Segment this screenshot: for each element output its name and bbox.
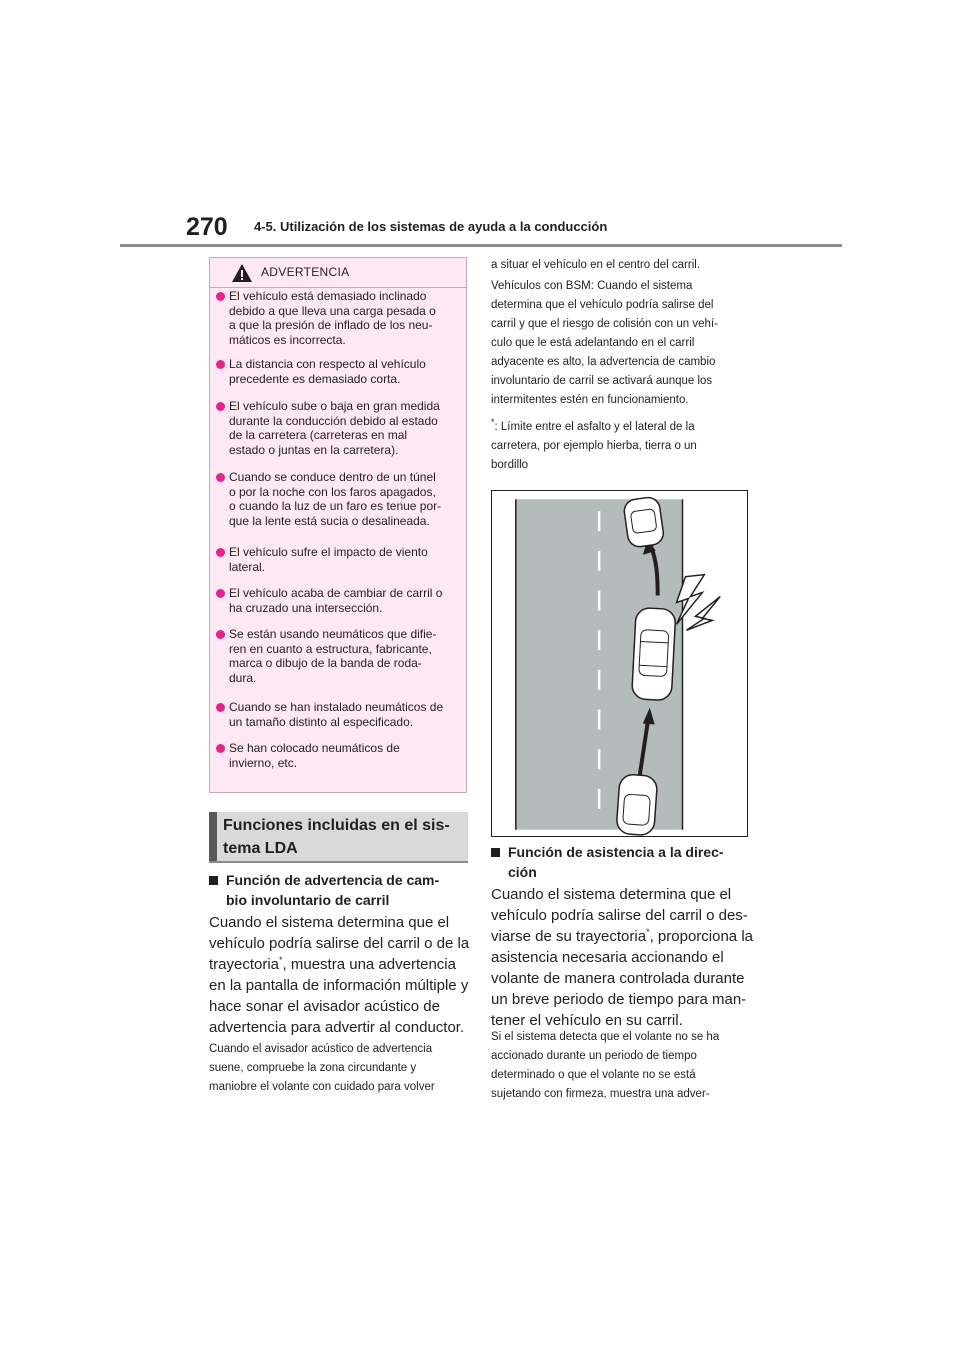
- bullet-icon: [216, 589, 225, 598]
- warning-item-text: El vehículo acaba de cambiar de carril o ha cruzado una intersección.: [229, 586, 443, 615]
- warning-item-text: Cuando se han instalado neumáticos de un tamaño distinto al especificado.: [229, 700, 444, 729]
- warning-item: [210, 586, 466, 627]
- lane-departure-heading: [209, 870, 471, 916]
- warning-item: [210, 741, 466, 777]
- warning-item-text: El vehículo sube o baja en gran medida durante la conducción debido al estado de la carretera (carreteras en mal estado o juntas en la carretera).: [229, 399, 440, 457]
- warning-item: [210, 357, 466, 399]
- car-icon: [632, 607, 676, 700]
- warning-item-text: El vehículo está demasiado inclinado debido a que lleva una carga pesada o a que la presión de inflado de los neu- máticos es incorrecta.: [229, 289, 436, 347]
- warning-title-bar: [210, 258, 466, 288]
- warning-item: [210, 399, 466, 470]
- steering-assist-heading: [491, 842, 753, 888]
- square-bullet-icon: [491, 848, 500, 857]
- steering-assist-heading-text: Función de asistencia a la direc- ción: [508, 844, 724, 880]
- footnote-marker: *: [279, 955, 283, 965]
- car-icon: [616, 774, 658, 836]
- footnote-mark: *: [491, 417, 495, 428]
- warning-title: ADVERTENCIA: [261, 265, 350, 279]
- heading-accent-bar: [209, 812, 217, 861]
- warning-item: [210, 700, 466, 741]
- warning-item-text: Se están usando neumáticos que difie- ren en cuanto a estructura, fabricante, marca o dibujo de la banda de roda- dura.: [229, 627, 437, 685]
- section-heading: [209, 812, 468, 863]
- warning-item: [210, 470, 466, 545]
- bullet-icon: [216, 292, 225, 301]
- warning-list: [210, 289, 466, 777]
- steering-assist-body-end: , proporciona la asistencia necesaria accionando el volante de manera controlada durante un breve periodo de tiempo para man- tener el vehículo en su carril.: [491, 928, 753, 1029]
- steering-assist-body-start: Cuando el sistema determina que el vehículo podría salirse del carril o des- viarse de su trayectoria: [491, 886, 748, 945]
- bsm-note: Vehículos con BSM: Cuando el sistema determina que el vehículo podría salirse del carril y que el riesgo de colisión con un vehí- culo que le está adelantando en el carril adyacente es alto, la advertencia de cambio involuntario de carril se activará aunque los intermitentes estén en funcionamiento.: [491, 280, 718, 406]
- bullet-icon: [216, 703, 225, 712]
- lane-departure-note: Cuando el avisador acústico de advertencia suene, compruebe la zona circundante y maniobre el volante con cuidado para volver: [209, 1043, 435, 1093]
- lane-departure-body: [209, 912, 471, 1038]
- warning-item-text: Cuando se conduce dentro de un túnel o por la noche con los faros apagados, o cuando la luz de un faro es tenue por- que la lente está sucia o desalineada.: [229, 470, 442, 528]
- footnote: [491, 418, 753, 475]
- warning-item: [210, 289, 466, 357]
- continuation-text: a situar el vehículo en el centro del carril.: [491, 259, 701, 271]
- warning-item-text: La distancia con respecto al vehículo precedente es demasiado corta.: [229, 357, 426, 386]
- warning-triangle-icon: [231, 263, 253, 283]
- bullet-icon: [216, 548, 225, 557]
- warning-item-text: Se han colocado neumáticos de invierno, etc.: [229, 741, 400, 770]
- lane-departure-body-start: Cuando el sistema determina que el vehículo podría salirse del carril o de la trayectoria: [209, 914, 470, 973]
- steering-assist-note: Si el sistema detecta que el volante no se ha accionado durante un periodo de tiempo determinado o que el volante no se está sujetando con firmeza, muestra una adver-: [491, 1031, 720, 1100]
- bullet-icon: [216, 360, 225, 369]
- section-heading-text: Funciones incluidas en el sis- tema LDA: [223, 817, 450, 857]
- bullet-icon: [216, 630, 225, 639]
- bullet-icon: [216, 744, 225, 753]
- lane-departure-illustration: [491, 490, 748, 837]
- header-divider: [120, 244, 842, 247]
- footnote-text: : Límite entre el asfalto y el lateral de la carretera, por ejemplo hierba, tierra o un bordillo: [491, 421, 697, 471]
- page-number: 270: [186, 213, 228, 241]
- footnote-marker: *: [646, 927, 650, 937]
- car-icon: [623, 496, 665, 548]
- section-title: 4-5. Utilización de los sistemas de ayuda a la conducción: [254, 219, 608, 234]
- bullet-icon: [216, 473, 225, 482]
- bullet-icon: [216, 402, 225, 411]
- lane-departure-body-end: , muestra una advertencia en la pantalla de información múltiple y hace sonar el avisador acústico de advertencia para advertir al conductor.: [209, 956, 469, 1036]
- warning-item: [210, 545, 466, 586]
- warning-box: [209, 257, 467, 793]
- warning-item-text: El vehículo sufre el impacto de viento lateral.: [229, 545, 428, 574]
- steering-assist-body: [491, 884, 753, 1031]
- square-bullet-icon: [209, 876, 218, 885]
- warning-item: [210, 627, 466, 700]
- lane-departure-heading-text: Función de advertencia de cam- bio involuntario de carril: [226, 872, 440, 908]
